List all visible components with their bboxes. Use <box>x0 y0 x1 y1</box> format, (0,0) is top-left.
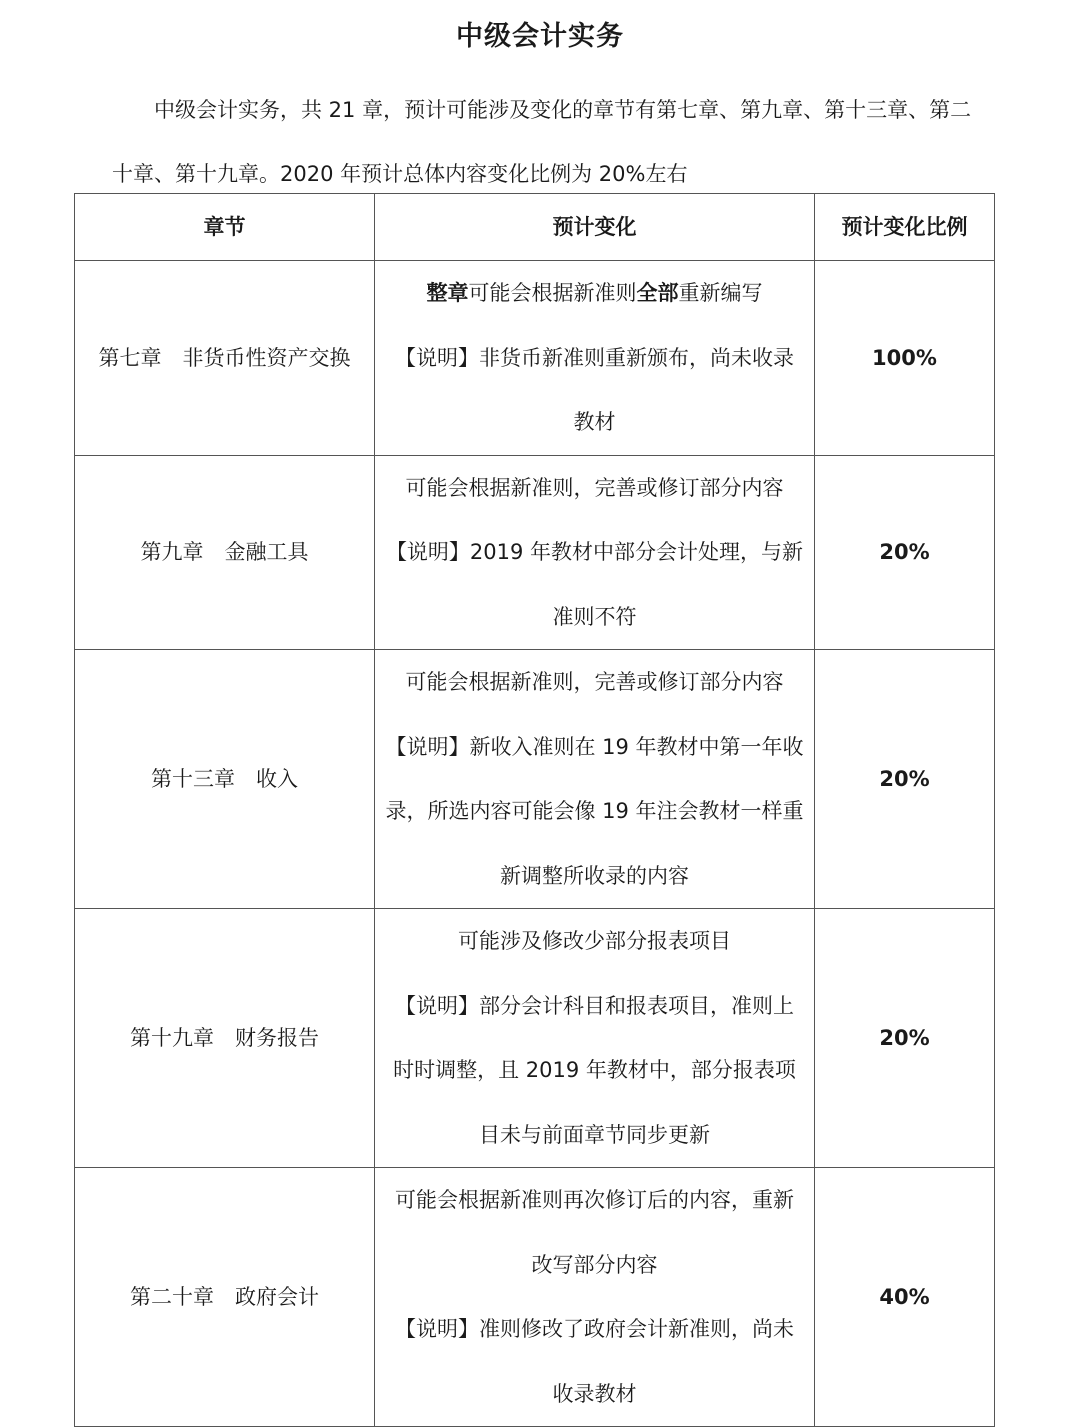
change-cell <box>375 909 815 1168</box>
header-chapter: 章节 <box>75 194 375 261</box>
chapter-cell: 第二十章 政府会计 <box>75 1168 375 1427</box>
change-text-part: 可能会根据新准则 <box>468 281 637 305</box>
change-note: 【说明】部分会计科目和报表项目，准则上时时调整，且 2019 年教材中，部分报表项目未与前面章节同步更新 <box>393 993 796 1147</box>
change-text: 可能涉及修改少部分报表项目 <box>458 929 731 953</box>
change-cell <box>375 455 815 650</box>
ratio-cell: 20% <box>815 455 995 650</box>
change-note: 【说明】新收入准则在 19 年教材中第一年收录，所选内容可能会像 19 年注会教材一样重新调整所收录的内容 <box>385 734 804 888</box>
change-cell <box>375 1168 815 1427</box>
change-cell <box>375 261 815 456</box>
change-note: 【说明】准则修改了政府会计新准则，尚未收录教材 <box>395 1317 794 1406</box>
document-title: 中级会计实务 <box>456 21 624 52</box>
change-emphasis: 整章 <box>426 281 469 305</box>
table-header-row <box>75 194 995 261</box>
table-row <box>75 909 995 1168</box>
table-row <box>75 1168 995 1427</box>
change-text <box>385 261 804 326</box>
table-row <box>75 650 995 909</box>
ratio-cell: 20% <box>815 909 995 1168</box>
header-expected-change: 预计变化 <box>375 194 815 261</box>
change-cell <box>375 650 815 909</box>
chapter-cell: 第十九章 财务报告 <box>75 909 375 1168</box>
table-row <box>75 261 995 456</box>
chapter-cell: 第七章 非货币性资产交换 <box>75 261 375 456</box>
chapter-cell: 第九章 金融工具 <box>75 455 375 650</box>
change-text: 可能会根据新准则，完善或修订部分内容 <box>405 670 784 694</box>
change-note: 【说明】非货币新准则重新颁布，尚未收录教材 <box>395 345 794 434</box>
table-row <box>75 455 995 650</box>
chapter-cell: 第十三章 收入 <box>75 650 375 909</box>
header-change-ratio: 预计变化比例 <box>815 194 995 261</box>
ratio-cell: 20% <box>815 650 995 909</box>
change-text: 可能会根据新准则，完善或修订部分内容 <box>405 475 784 500</box>
intro-paragraph: 中级会计实务，共 21 章，预计可能涉及变化的章节有第七章、第九章、第十三章、第二十章、第十九章。2020 年预计总体内容变化比例为 20%左右 <box>112 98 972 186</box>
change-note: 【说明】2019 年教材中部分会计处理，与新准则不符 <box>385 540 804 629</box>
change-text-part: 重新编写 <box>678 281 763 305</box>
ratio-cell: 100% <box>815 261 995 456</box>
ratio-cell: 40% <box>815 1168 995 1427</box>
chapter-change-table <box>74 193 995 1427</box>
change-emphasis: 全部 <box>636 281 679 305</box>
change-text: 可能会根据新准则再次修订后的内容，重新改写部分内容 <box>395 1188 794 1277</box>
